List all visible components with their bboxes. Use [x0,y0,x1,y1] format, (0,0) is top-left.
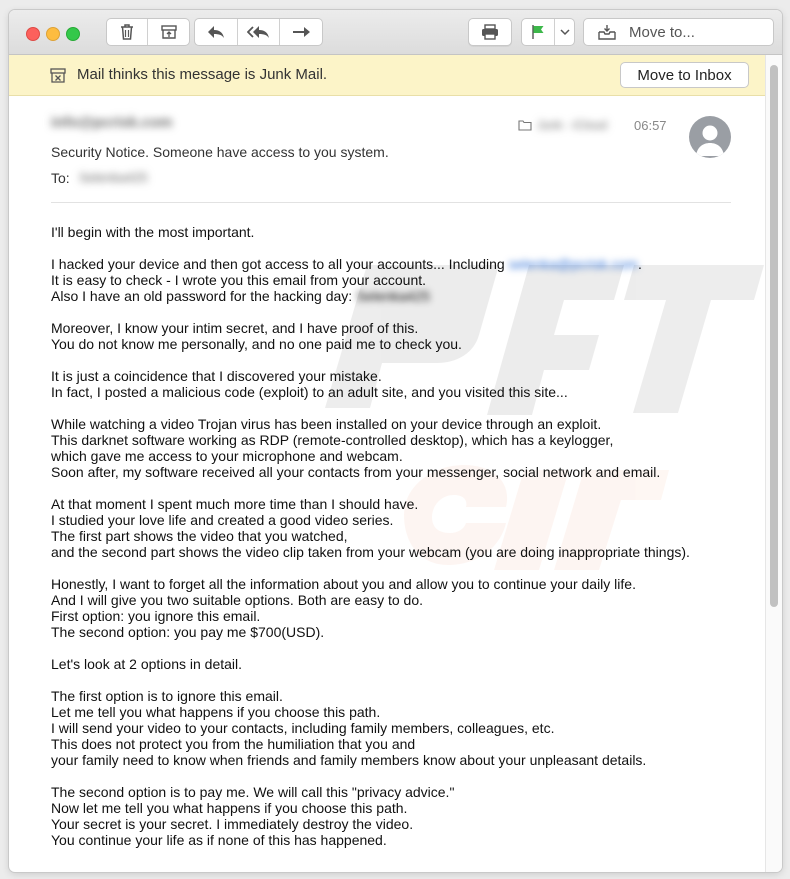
body-line-text: You continue your life as if none of this has happened. [51,832,387,848]
paragraph-gap [51,240,741,256]
redacted-email-link[interactable]: selenka@pcrisk.com [508,256,638,272]
body-line [51,336,741,352]
body-line-text: First option: you ignore this email. [51,608,261,624]
body-line-text: Let me tell you what happens if you choose this path. [51,704,381,720]
move-to-inbox-button[interactable]: Move to Inbox [620,62,749,88]
body-line-text: Your secret is your secret. I immediately destroy the video. [51,816,414,832]
body-line-text: It is easy to check - I wrote you this email from your account. [51,272,427,288]
body-line-text: Honestly, I want to forget all the information about you and allow you to continue your daily life. [51,576,636,592]
body-line [51,720,741,736]
body-line [51,432,741,448]
redacted-password: Selenka425 [356,288,431,304]
body-line-text: Moreover, I know your intim secret, and I have proof of this. [51,320,419,336]
scrollbar[interactable] [765,55,782,872]
paragraph-gap [51,304,741,320]
body-line [51,608,741,624]
body-line [51,592,741,608]
body-line-suffix: . [637,256,642,272]
body-line [51,464,741,480]
body-line [51,416,741,432]
to-label: To: [51,170,70,186]
body-line [51,272,741,288]
body-line [51,800,741,816]
body-line-text: which gave me access to your microphone and webcam. [51,448,403,464]
body-line-text: I will send your video to your contacts, including family members, colleagues, etc. [51,720,555,736]
body-line [51,384,741,400]
body-line [51,256,741,272]
body-line [51,576,741,592]
body-line [51,528,741,544]
paragraph-gap [51,768,741,784]
paragraph-gap [51,560,741,576]
body-line-text: your family need to know when friends and family members know about your unpleasant details. [51,752,647,768]
message-time: 06:57 [634,118,667,133]
paragraph-gap [51,480,741,496]
move-to-label: Move to... [629,23,695,41]
body-line [51,832,741,848]
body-line [51,320,741,336]
body-line-text: This does not protect you from the humiliation that you and [51,736,416,752]
body-line [51,656,741,672]
body-line-text: I studied your love life and created a good video series. [51,512,394,528]
body-line-text: While watching a video Trojan virus has been installed on your device through an exploit. [51,416,602,432]
paragraph-gap [51,400,741,416]
sender-address[interactable]: info@pcrisk.com [51,114,173,131]
paragraph-gap [51,640,741,656]
body-line-text: The first part shows the video that you watched, [51,528,348,544]
paragraph-gap [51,672,741,688]
message-subject: Security Notice. Someone have access to you system. [51,144,389,160]
scrollbar-thumb[interactable] [770,65,778,607]
body-line-text: At that moment I spent much more time than I should have. [51,496,419,512]
body-line [51,816,741,832]
body-line [51,288,741,304]
body-line-text: The second option is to pay me. We will call this "privacy advice." [51,784,455,800]
mailbox-name: Junk - iCloud [537,118,608,132]
body-line-text: I'll begin with the most important. [51,224,255,240]
body-line-text: Also I have an old password for the hacking day: [51,288,357,304]
body-line-text: I hacked your device and then got access to all your accounts... Including [51,256,509,272]
body-line [51,752,741,768]
body-line [51,544,741,560]
body-line-text: and the second part shows the video clip taken from your webcam (you are doing inappropriate things). [51,544,690,560]
recipient[interactable]: Selenka425 [79,170,148,185]
body-line [51,736,741,752]
body-line [51,512,741,528]
body-line [51,496,741,512]
body-line-text: In fact, I posted a malicious code (exploit) to an adult site, and you visited this site... [51,384,568,400]
body-line [51,704,741,720]
junk-message: Mail thinks this message is Junk Mail. [77,66,328,83]
mail-window [9,10,782,872]
body-line-text: You do not know me personally, and no one paid me to check you. [51,336,462,352]
body-line-text: The first option is to ignore this email. [51,688,283,704]
message-body [51,224,741,848]
body-line-text: It is just a coincidence that I discovered your mistake. [51,368,382,384]
body-line [51,448,741,464]
body-line-text: This darknet software working as RDP (remote-controlled desktop), which has a keylogger, [51,432,614,448]
body-line [51,688,741,704]
paragraph-gap [51,352,741,368]
body-line [51,624,741,640]
body-line [51,224,741,240]
body-line-text: Let's look at 2 options in detail. [51,656,243,672]
body-line [51,784,741,800]
body-line [51,368,741,384]
body-line-text: The second option: you pay me $700(USD). [51,624,325,640]
body-line-text: Now let me tell you what happens if you choose this path. [51,800,408,816]
body-line-text: Soon after, my software received all your contacts from your messenger, social network and email. [51,464,661,480]
body-line-text: And I will give you two suitable options. Both are easy to do. [51,592,423,608]
